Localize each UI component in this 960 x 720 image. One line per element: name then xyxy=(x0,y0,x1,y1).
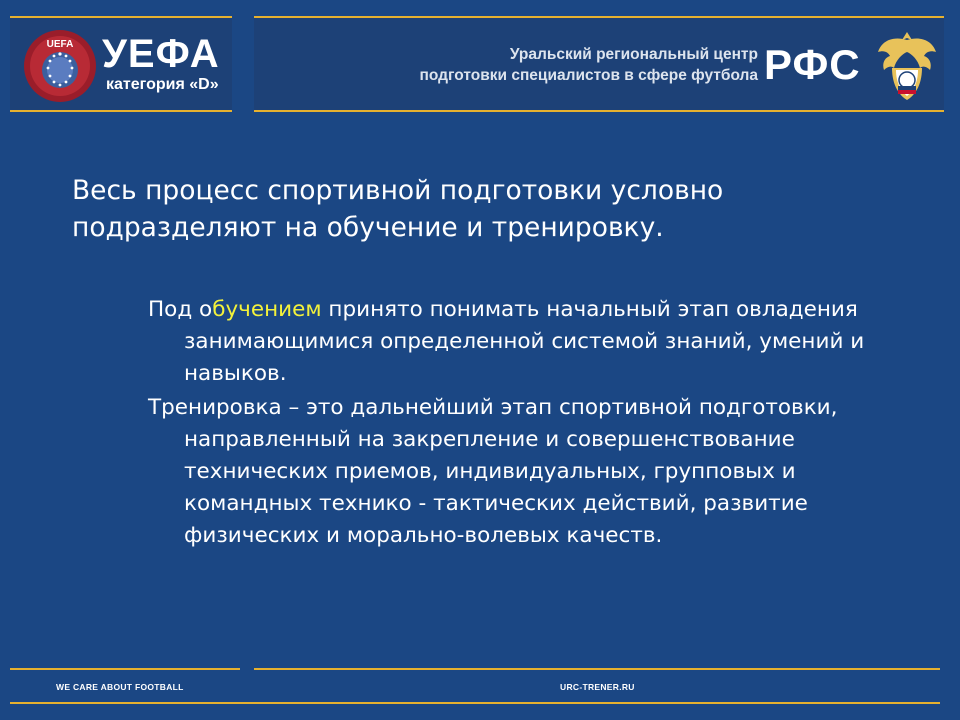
paragraph-learning xyxy=(148,294,904,390)
rfs-header-block xyxy=(254,16,944,112)
footer-divider-left xyxy=(10,668,240,670)
paragraph-training: Тренировка – это дальнейший этап спортивной подготовки, направленный на закрепление и совершенствование технических приемов, индивидуальных, групповых и командных технико - тактических действий, развитие физических и морально-волевых качеств. xyxy=(148,395,838,548)
uefa-title: УЕФА xyxy=(102,32,220,76)
paragraph-learning-rest: принято понимать начальный этап овладения занимающимися определенной системой знаний, умений и навыков. xyxy=(184,297,865,386)
footer-slogan: WE CARE ABOUT FOOTBALL xyxy=(56,682,184,692)
rfs-title: РФС xyxy=(764,41,861,88)
uefa-category: категория «D» xyxy=(106,76,219,93)
center-title-line2: подготовки специалистов в сфере футбола xyxy=(419,67,758,84)
center-title-line1: Уральский региональный центр xyxy=(509,46,758,63)
double-headed-eagle-icon xyxy=(874,26,940,104)
uefa-logo-icon xyxy=(22,28,98,104)
uefa-header-block xyxy=(10,16,232,112)
footer-divider-right xyxy=(254,668,940,670)
footer-website: URC-TRENER.RU xyxy=(560,682,635,692)
uefa-logo-text: UEFA xyxy=(46,39,74,50)
paragraph-learning-start: Под о xyxy=(148,297,213,322)
lead-paragraph: Весь процесс спортивной подготовки условно подразделяют на обучение и тренировку. xyxy=(72,175,724,243)
highlighted-term: бучением xyxy=(212,297,322,322)
footer-bottom-divider xyxy=(10,702,940,704)
